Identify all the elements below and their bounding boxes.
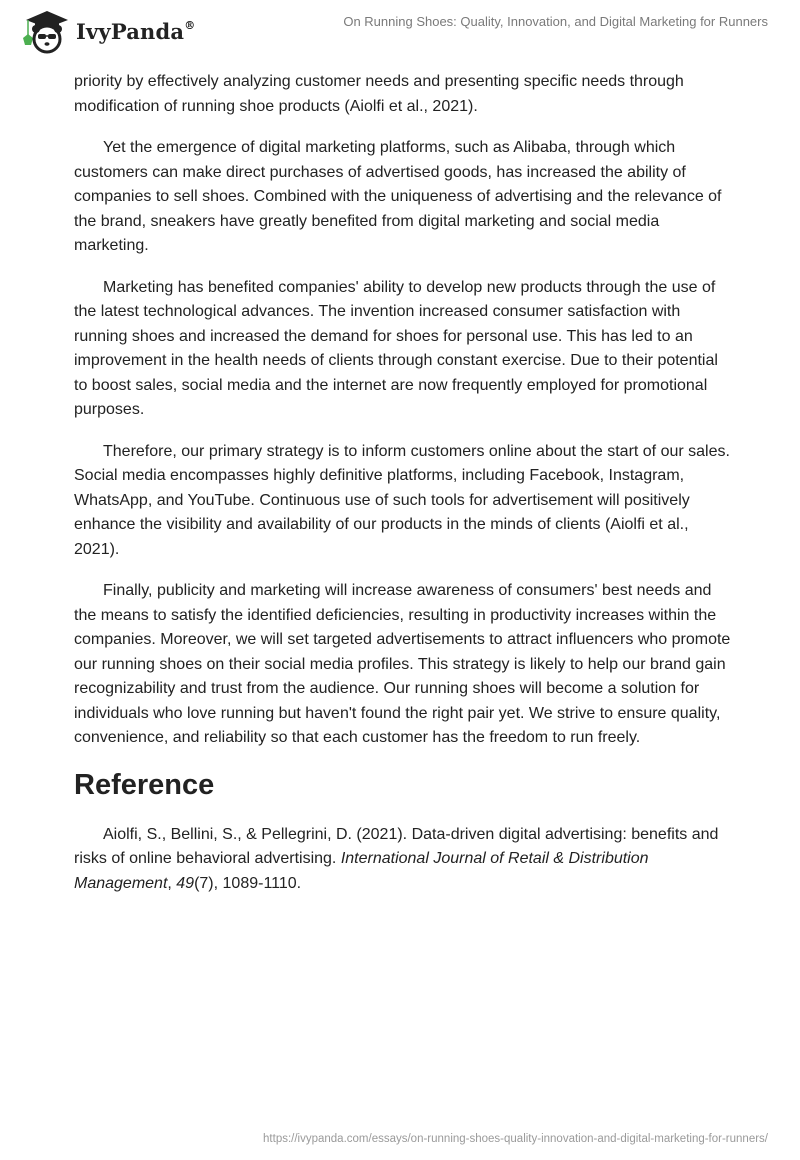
essay-body	[74, 70, 734, 913]
paragraph: Therefore, our primary strategy is to inform customers online about the start of our sales. Social media encompasses highly definitive platforms, including Facebook, Instagram, WhatsApp, and YouTube. Continuous use of such tools for advertisement will positively enhance the visibility and availability of our products in the minds of clients (Aiolfi et al., 2021).	[74, 442, 730, 558]
brand-logo[interactable]	[14, 8, 195, 54]
paragraph: Marketing has benefited companies' ability to develop new products through the use of the latest technological advances. The invention increased consumer satisfaction with running shoes and increased the demand for shoes for personal use. This has led to an improvement in the health needs of clients through constant exercise. Due to their potential to boost sales, social media and the internet are now frequently employed for promotional purposes.	[74, 278, 718, 418]
panda-graduate-icon	[14, 8, 72, 54]
journal-title: International Journal of Retail & Distribution Management	[74, 850, 649, 892]
source-url[interactable]: https://ivypanda.com/essays/on-running-shoes-quality-innovation-and-digital-marketing-for-runners/	[263, 1133, 768, 1145]
paragraph: Finally, publicity and marketing will increase awareness of consumers' best needs and the means to satisfy the identified deficiencies, resulting in productivity increases within the companies. Moreover, we will set targeted advertisements to attract influencers who promote our running shoes on their social media profiles. This strategy is likely to help our brand gain recognizability and trust from the audience. Our running shoes will become a solution for individuals who love running but haven't found the right pair yet. We strive to ensure quality, convenience, and reliability so that each customer has the freedom to run freely.	[74, 582, 731, 746]
paragraph: Yet the emergence of digital marketing platforms, such as Alibaba, through which customers can make direct purchases of advertised goods, has increased the ability of companies to sell shoes. Combined with the uniqueness of advertising and the relevance of the brand, sneakers have greatly benefited from digital marketing and social media marketing.	[74, 139, 722, 254]
references-heading: Reference	[74, 768, 215, 801]
document-title: On Running Shoes: Quality, Innovation, and Digital Marketing for Runners	[343, 14, 768, 29]
reference-entry: Aiolfi, S., Bellini, S., & Pellegrini, D. (2021). Data-driven digital advertising: benefits and risks of online behavioral advertising. International Journal of Retail & Distribution Management, 49(7), 1089-1110.	[74, 825, 719, 892]
brand-name: IvyPanda®	[76, 18, 196, 44]
page-header	[0, 0, 800, 62]
journal-volume: 49	[176, 874, 195, 892]
paragraph: priority by effectively analyzing customer needs and presenting specific needs through modification of running shoe products (Aiolfi et al., 2021).	[74, 73, 684, 115]
